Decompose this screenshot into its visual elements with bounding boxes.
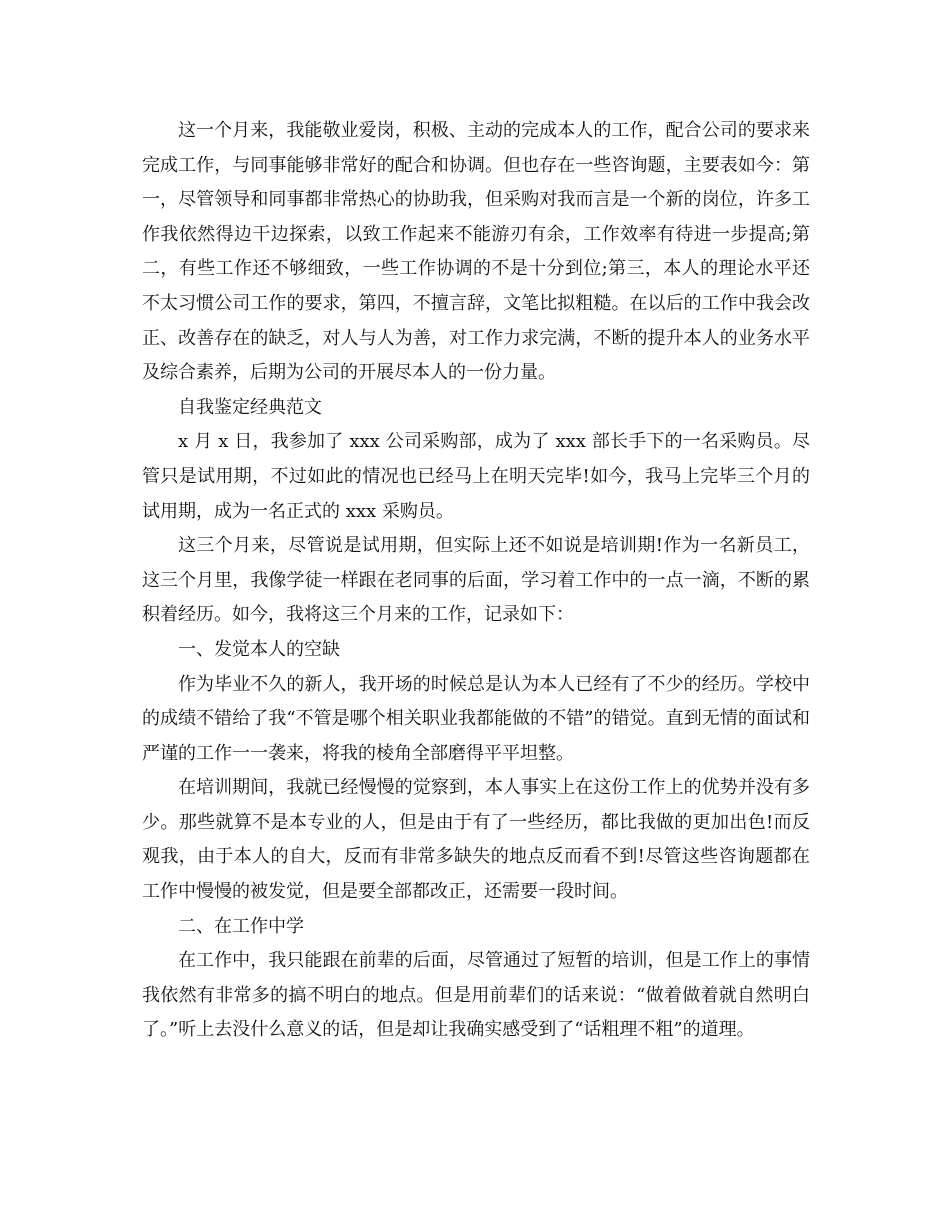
paragraph-new-graduate: 作为毕业不久的新人，我开场的时候总是认为本人已经有了不少的经历。学校中的成绩不错给了我“不管是哪个相关职业我都能做的不错”的错觉。直到无情的面试和严谨的工作一一袭来，将我的棱角全部磨得平平坦整。 bbox=[142, 673, 810, 764]
paragraph-learning-at-work: 在工作中，我只能跟在前辈的后面，尽管通过了短暂的培训，但是工作上的事情我依然有非常多的搞不明白的地点。但是用前辈们的话来说：“做着做着就自然明白了。”听上去没什么意义的话，但是却让我确实感受到了“话粗理不粗”的道理。 bbox=[142, 950, 810, 1041]
section-heading-one: 一、发觉本人的空缺 bbox=[178, 638, 340, 660]
paragraph-training-period: 在培训期间，我就已经慢慢的觉察到，本人事实上在这份工作上的优势并没有多少。那些就算不是本专业的人，但是由于有了一些经历，都比我做的更加出色!而反观我，由于本人的自大，反而有非常多缺失的地点反而看不到!尽管这些咨询题都在工作中慢慢的被发觉，但是要全部都改正，还需要一段时间。 bbox=[142, 777, 810, 903]
paragraph-joining-company: x 月 x 日，我参加了 xxx 公司采购部，成为了 xxx 部长手下的一名采购员。尽管只是试用期，不过如此的情况也已经马上在明天完毕!如今，我马上完毕三个月的试用期，成为一名正式的 xxx 采购员。 bbox=[142, 431, 810, 522]
document-body bbox=[142, 114, 810, 1048]
paragraph-three-months: 这三个月来，尽管说是试用期，但实际上还不如说是培训期!作为一名新员工，这三个月里，我像学徒一样跟在老同事的后面，学习着工作中的一点一滴，不断的累积着经历。如今，我将这三个月来的工作，记录如下： bbox=[142, 535, 810, 626]
section-heading-two: 二、在工作中学 bbox=[178, 915, 304, 937]
paragraph-work-summary: 这一个月来，我能敬业爱岗，积极、主动的完成本人的工作，配合公司的要求来完成工作，与同事能够非常好的配合和协调。但也存在一些咨询题，主要表如今：第一，尽管领导和同事都非常热心的协助我，但采购对我而言是一个新的岗位，许多工作我依然得边干边探索，以致工作起来不能游刃有余，工作效率有待进一步提高;第二，有些工作还不够细致，一些工作协调的不是十分到位;第三，本人的理论水平还不太习惯公司工作的要求，第四，不擅言辞，文笔比拟粗糙。在以后的工作中我会改正、改善存在的缺乏，对人与人为善，对工作力求完满，不断的提升本人的业务水平及综合素养，后期为公司的开展尽本人的一份力量。 bbox=[142, 120, 810, 384]
section-title-self-evaluation: 自我鉴定经典范文 bbox=[178, 396, 322, 418]
